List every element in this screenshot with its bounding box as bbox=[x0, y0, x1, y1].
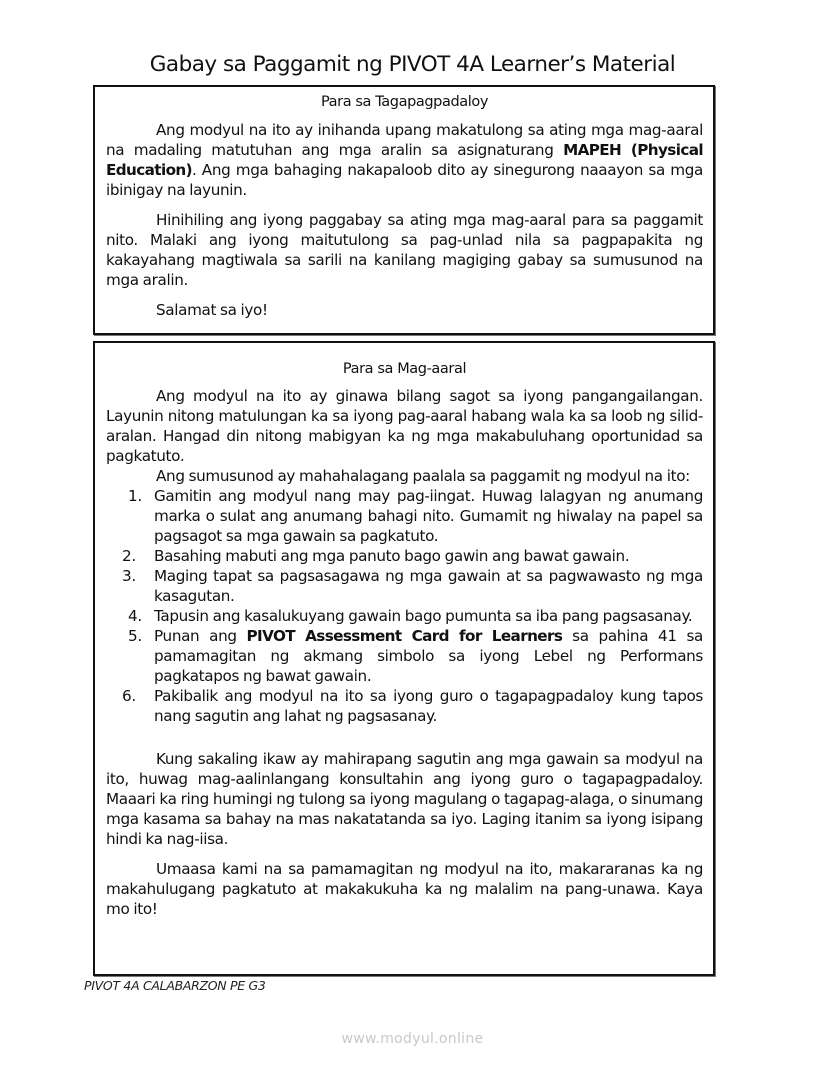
reminder-item bbox=[106, 546, 703, 566]
reminder-item bbox=[106, 486, 703, 546]
reminder-item bbox=[106, 606, 703, 626]
page-footer-label: PIVOT 4A CALABARZON PE G3 bbox=[84, 978, 266, 993]
facilitator-paragraph-1 bbox=[106, 120, 703, 200]
reminder-text: Maging tapat sa pagsasagawa ng mga gawain at sa pagwawasto ng mga kasagutan. bbox=[154, 567, 703, 605]
facilitator-paragraph-1-after: . Ang mga bahaging nakapaloob dito ay sinegurong naaayon sa mga ibinigay na layunin. bbox=[106, 161, 703, 199]
reminder-number: 1. bbox=[128, 487, 142, 505]
facilitator-paragraph-2: Hinihiling ang iyong paggabay sa ating mga mag-aaral para sa paggamit nito. Malaki ang iyong maitutulong sa pag-unlad nila sa pagpapakita ng kakayahang magtiwala sa sarili na kanilang magiging gabay sa sumusunod na mga aralin. bbox=[106, 211, 703, 289]
reminder-text: Tapusin ang kasalukuyang gawain bago pumunta sa iba pang pagsasanay. bbox=[154, 607, 693, 625]
facilitator-closing: Salamat sa iyo! bbox=[156, 301, 268, 319]
reminder-item bbox=[106, 566, 703, 606]
learner-heading: Para sa Mag-aaral bbox=[342, 361, 467, 377]
assessment-card-name: PIVOT Assessment Card for Learners bbox=[246, 627, 563, 645]
reminders-list bbox=[106, 486, 703, 726]
reminder-number: 3. bbox=[122, 567, 136, 585]
learner-section bbox=[93, 341, 715, 976]
reminder-item bbox=[106, 626, 703, 686]
reminder-text-before: Punan ang bbox=[154, 627, 247, 645]
reminder-number: 4. bbox=[128, 607, 142, 625]
page-title: Gabay sa Paggamit ng PIVOT 4A Learner’s Material bbox=[149, 52, 676, 78]
reminder-text: Gamitin ang modyul nang may pag-iingat. Huwag lalagyan ng anumang marka o sulat ang anumang bahagi nito. Gumamit ng hiwalay na papel sa pagsagot sa mga gawain sa pagkatuto. bbox=[154, 487, 703, 545]
reminder-number: 6. bbox=[122, 687, 136, 705]
facilitator-heading: Para sa Tagapagpadaloy bbox=[320, 94, 489, 110]
learner-paragraph-4: Umaasa kami na sa pamamagitan ng modyul na ito, makararanas ka ng makahulugang pagkatuto at makakukuha ka ng malalim na pang-unawa. Kaya mo ito! bbox=[106, 860, 703, 918]
reminder-text: Pakibalik ang modyul na ito sa iyong guro o tagapagpadaloy kung tapos nang sagutin ang lahat ng pagsasanay. bbox=[154, 687, 703, 725]
facilitator-paragraph-1-before: Ang modyul na ito ay inihanda upang makatulong sa ating mga mag-aaral na madaling matutuhan ang mga aralin sa asignaturang bbox=[106, 121, 703, 159]
reminder-text: Basahing mabuti ang mga panuto bago gawin ang bawat gawain. bbox=[154, 547, 630, 565]
reminder-number: 5. bbox=[128, 627, 142, 645]
learner-paragraph-1: Ang modyul na ito ay ginawa bilang sagot sa iyong pangangailangan. Layunin nitong matulungan ka sa iyong pag-aaral habang wala ka sa loob ng silid-aralan. Hangad din nitong mabigyan ka ng mga makabuluhang oportunidad sa pagkatuto. bbox=[106, 387, 703, 465]
learner-paragraph-2: Ang sumusunod ay mahahalagang paalala sa paggamit ng modyul na ito: bbox=[156, 467, 690, 485]
reminder-number: 2. bbox=[122, 547, 136, 565]
learner-paragraph-3: Kung sakaling ikaw ay mahirapang sagutin ang mga gawain sa modyul na ito, huwag mag-aalinlangang konsultahin ang iyong guro o tagapagpadaloy. Maaari ka ring humingi ng tulong sa iyong magulang o tagapag-alaga, o sinumang mga kasama sa bahay na mas nakatatanda sa iyo. Laging itanim sa iyong isipang hindi ka nag-iisa. bbox=[106, 750, 703, 848]
watermark: www.modyul.online bbox=[341, 1031, 484, 1047]
subject-name: MAPEH (Physical Education) bbox=[106, 141, 703, 179]
reminder-text-after: sa pahina 41 sa pamamagitan ng akmang simbolo sa iyong Lebel ng Performans pagkatapos ng bawat gawain. bbox=[154, 627, 703, 685]
reminder-item bbox=[106, 686, 703, 726]
facilitator-section bbox=[93, 85, 715, 335]
